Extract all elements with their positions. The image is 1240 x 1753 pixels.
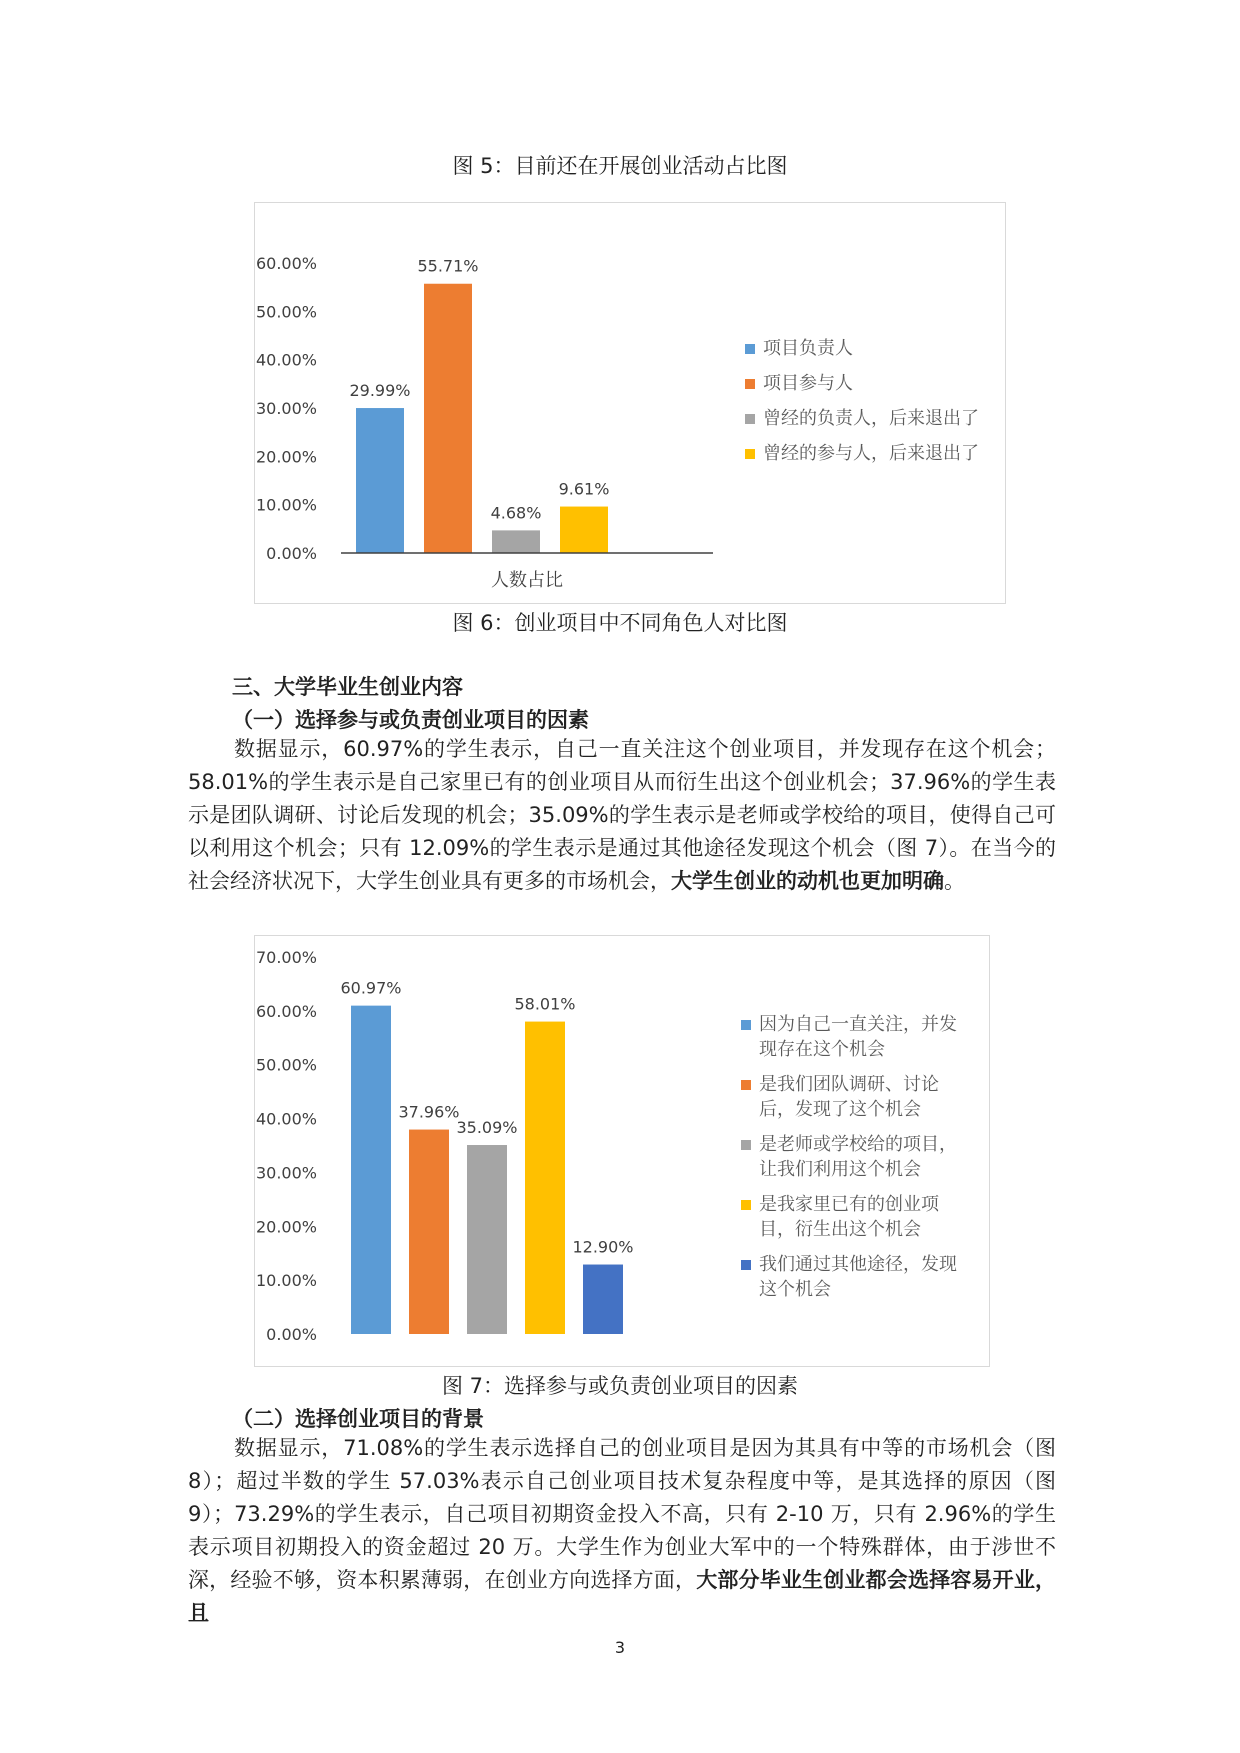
chart1-legend-swatch-1	[745, 344, 755, 354]
figure-7-caption: 图 7：选择参与或负责创业项目的因素	[441, 1374, 799, 1398]
chart1-bar-4	[560, 507, 608, 553]
chart1-legend-label-2: 项目参与人	[763, 373, 853, 394]
chart1-legend-item-2	[745, 371, 979, 396]
chart1-legend	[745, 336, 979, 476]
chart1-ytick-label: 20.00%	[255, 447, 317, 467]
chart2-bar-3	[467, 1145, 507, 1334]
chart1-category-label: 人数占比	[491, 570, 563, 591]
chart2-data-label-1: 60.97%	[340, 978, 402, 998]
chart1-legend-label-1: 项目负责人	[763, 338, 853, 359]
chart2-legend-label-5: 这个机会	[759, 1279, 831, 1300]
subsection-heading-1: （一）选择参与或负责创业项目的因素	[232, 708, 589, 732]
chart2-legend-swatch-5	[741, 1260, 751, 1270]
chart1-bar-1	[356, 408, 404, 553]
chart1-legend-item-4	[745, 441, 979, 466]
chart2-bar-5	[583, 1265, 623, 1334]
chart2-bar-4	[525, 1022, 565, 1334]
chart2-legend-label-1: 现存在这个机会	[759, 1039, 885, 1060]
chart1-legend-item-1	[745, 336, 979, 361]
paragraph-2	[188, 1432, 1056, 1630]
paragraph-1	[188, 733, 1056, 898]
figure-6-caption: 图 6：创业项目中不同角色人对比图	[452, 611, 788, 635]
chart2-legend-label-3: 是老师或学校给的项目，	[759, 1134, 957, 1155]
chart1-legend-label-4: 曾经的参与人，后来退出了	[763, 443, 979, 464]
chart2-ytick-label: 60.00%	[255, 1001, 317, 1021]
section-heading: 三、大学毕业生创业内容	[232, 675, 463, 699]
chart1-bar-2	[424, 284, 472, 553]
chart2-legend-label-1: 因为自己一直关注，并发	[759, 1014, 957, 1035]
chart1-legend-item-3	[745, 406, 979, 431]
chart1-legend-label-3: 曾经的负责人，后来退出了	[763, 408, 979, 429]
chart-project-factors	[254, 935, 990, 1367]
chart2-ytick-label: 50.00%	[255, 1055, 317, 1075]
paragraph-1-end: 。	[944, 869, 965, 893]
chart1-ytick-label: 60.00%	[255, 254, 317, 273]
chart-role-comparison	[254, 202, 1006, 604]
chart2-legend-label-5: 我们通过其他途径，发现	[759, 1254, 957, 1275]
chart2-data-label-2: 37.96%	[398, 1102, 460, 1122]
chart2-legend-item-2	[741, 1072, 976, 1122]
paragraph-2-bold: 大部分毕业生创业都会选择容易开业，且	[188, 1568, 1057, 1625]
chart2-ytick-label: 40.00%	[255, 1109, 317, 1129]
chart2-legend-item-1	[741, 1012, 976, 1062]
chart2-legend-label-4: 是我家里已有的创业项	[759, 1194, 939, 1215]
chart2-ytick-label: 10.00%	[255, 1271, 317, 1291]
chart2-bar-2	[409, 1130, 449, 1334]
chart2-data-label-4: 58.01%	[514, 994, 576, 1014]
chart1-ytick-label: 40.00%	[255, 350, 317, 370]
chart1-ytick-label: 0.00%	[266, 544, 317, 563]
subsection-heading-2: （二）选择创业项目的背景	[232, 1407, 484, 1431]
chart2-legend	[741, 1012, 976, 1312]
chart2-legend-item-3	[741, 1132, 976, 1182]
chart2-legend-swatch-4	[741, 1200, 751, 1210]
chart2-data-label-3: 35.09%	[456, 1118, 518, 1138]
figure-5-caption: 图 5：目前还在开展创业活动占比图	[452, 154, 788, 178]
chart2-legend-swatch-3	[741, 1140, 751, 1150]
chart1-data-label-1: 29.99%	[349, 381, 411, 401]
chart2-ytick-label: 20.00%	[255, 1217, 317, 1237]
paragraph-1-text: 数据显示，60.97%的学生表示，自己一直关注这个创业项目，并发现存在这个机会；58.01%的学生表示是自己家里已有的创业项目从而衍生出这个创业机会；37.96%的学生表示是团队调研、讨论后发现的机会；35.09%的学生表示是老师或学校给的项目，使得自己可以利用这个机会；只有 12.09%的学生表示是通过其他途径发现这个机会（图 7）。在当今的社会经济状况下，大学生创业具有更多的市场机会，	[188, 737, 1056, 893]
chart2-legend-swatch-1	[741, 1020, 751, 1030]
chart1-legend-swatch-3	[745, 414, 755, 424]
chart2-ytick-label: 70.00%	[255, 948, 317, 967]
chart1-ytick-label: 30.00%	[255, 399, 317, 418]
chart1-data-label-3: 4.68%	[490, 503, 542, 523]
chart2-bar-1	[351, 1006, 391, 1334]
chart1-bar-3	[492, 530, 540, 553]
chart1-legend-swatch-4	[745, 449, 755, 459]
chart2-legend-label-4: 目，衍生出这个机会	[759, 1219, 921, 1240]
chart1-ytick-label: 10.00%	[255, 495, 317, 515]
chart2-legend-label-3: 让我们利用这个机会	[759, 1159, 921, 1180]
chart1-data-label-4: 9.61%	[558, 479, 610, 499]
chart1-legend-swatch-2	[745, 379, 755, 389]
chart2-legend-item-5	[741, 1252, 976, 1302]
chart1-data-label-2: 55.71%	[417, 256, 479, 276]
chart1-ytick-label: 50.00%	[255, 302, 317, 322]
chart2-ytick-label: 0.00%	[266, 1325, 317, 1344]
chart2-legend-swatch-2	[741, 1080, 751, 1090]
chart2-legend-label-2: 后，发现了这个机会	[759, 1099, 921, 1120]
paragraph-1-bold: 大学生创业的动机也更加明确	[671, 869, 944, 893]
page-number: 3	[614, 1638, 626, 1657]
chart2-legend-label-2: 是我们团队调研、讨论	[759, 1074, 939, 1095]
chart2-legend-item-4	[741, 1192, 976, 1242]
chart2-data-label-5: 12.90%	[572, 1237, 634, 1257]
paragraph-2-text: 数据显示，71.08%的学生表示选择自己的创业项目是因为其具有中等的市场机会（图 8）；超过半数的学生 57.03%表示自己创业项目技术复杂程度中等，是其选择的原因（图 9）；73.29%的学生表示，自己项目初期资金投入不高，只有 2-10 万，只有 2.96%的学生表示项目初期投入的资金超过 20 万。大学生作为创业大军中的一个特殊群体，由于涉世不深，经验不够，资本积累薄弱，在创业方向选择方面，	[188, 1436, 1056, 1592]
chart2-ytick-label: 30.00%	[255, 1163, 317, 1183]
